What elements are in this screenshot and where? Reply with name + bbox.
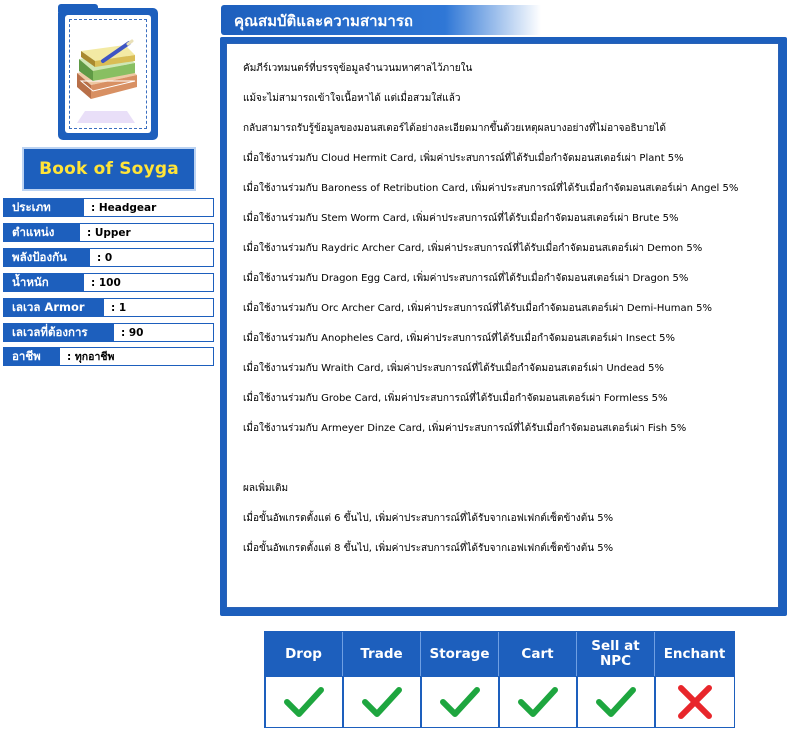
property-value: : 1 [111, 301, 127, 314]
table-header-enchant: Enchant [663, 645, 726, 662]
property-label: ประเภท [4, 199, 84, 216]
table-cell-cart [500, 677, 576, 727]
description-panel [220, 37, 787, 616]
description-line: เมื่อใช้งานร่วมกับ Anopheles Card, เพิ่มค่าประสบการณ์ที่ได้รับเมื่อกำจัดมอนสเตอร์เผ่า Insect 5% [243, 333, 676, 344]
description-line: เมื่อใช้งานร่วมกับ Armeyer Dinze Card, เพิ่มค่าประสบการณ์ที่ได้รับเมื่อกำจัดมอนสเตอร์เผ่า Fish 5% [243, 423, 687, 434]
description-line: เมื่อใช้งานร่วมกับ Wraith Card, เพิ่มค่าประสบการณ์ที่ได้รับเมื่อกำจัดมอนสเตอร์เผ่า Undead 5% [243, 363, 665, 374]
property-value: : 90 [121, 326, 144, 339]
trade-permission-table [264, 631, 735, 728]
card-tab [58, 4, 98, 12]
property-label: ตำแหน่ง [4, 224, 80, 241]
property-label: อาชีพ [4, 348, 60, 365]
property-row-job [3, 347, 214, 366]
property-value: : ทุกอาชีพ [67, 351, 115, 363]
property-value: : 0 [97, 251, 113, 264]
table-cell-trade [344, 677, 420, 727]
description-line: เมื่อใช้งานร่วมกับ Raydric Archer Card, เพิ่มค่าประสบการณ์ที่ได้รับเมื่อกำจัดมอนสเตอร์เผ่า Demon 5% [243, 243, 703, 254]
description-line: เมื่อขั้นอัพเกรดตั้งแต่ 6 ขึ้นไป, เพิ่มค่าประสบการณ์ที่ได้รับจากเอฟเฟกต์เซ็ตข้างต้น 5% [243, 513, 614, 524]
property-row-weight [3, 273, 214, 292]
property-label: เลเวล Armor [4, 299, 104, 316]
checkmark-icon [516, 684, 560, 720]
cross-icon [675, 682, 715, 722]
property-row-required-level [3, 323, 214, 342]
property-row-armor-level [3, 298, 214, 317]
description-line: เมื่อใช้งานร่วมกับ Orc Archer Card, เพิ่มค่าประสบการณ์ที่ได้รับเมื่อกำจัดมอนสเตอร์เผ่า Demi-Human 5% [243, 303, 713, 314]
table-cell-storage [422, 677, 498, 727]
description-line: แม้จะไม่สามารถเข้าใจเนื้อหาได้ แต่เมื่อสวมใส่แล้ว [243, 93, 461, 104]
property-value: : Headgear [91, 201, 157, 214]
description-line: เมื่อใช้งานร่วมกับ Grobe Card, เพิ่มค่าประสบการณ์ที่ได้รับเมื่อกำจัดมอนสเตอร์เผ่า Formless 5% [243, 393, 668, 404]
checkmark-icon [282, 684, 326, 720]
table-cell-sell-at-npc [578, 677, 654, 727]
description-body [226, 43, 779, 608]
property-value: : Upper [87, 226, 131, 239]
table-header-storage: Storage [421, 632, 499, 676]
description-line: คัมภีร์เวทมนตร์ที่บรรจุข้อมูลจำนวนมหาศาลไว้ภายใน [243, 63, 473, 74]
table-header-trade: Trade [343, 632, 421, 676]
table-header-drop: Drop [265, 632, 343, 676]
item-name: Book of Soyga [39, 159, 179, 179]
description-line: กลับสามารถรับรู้ข้อมูลของมอนสเตอร์ได้อย่างละเอียดมากขึ้นด้วยเหตุผลบางอย่างที่ไม่อาจอธิบายได้ [243, 123, 666, 134]
checkmark-icon [594, 684, 638, 720]
description-line: เมื่อใช้งานร่วมกับ Baroness of Retribution Card, เพิ่มค่าประสบการณ์ที่ได้รับเมื่อกำจัดมอนสเตอร์เผ่า Angel 5% [243, 183, 739, 194]
description-line: ผลเพิ่มเติม [243, 483, 289, 494]
property-row-defense [3, 248, 214, 267]
checkmark-icon [438, 684, 482, 720]
stacked-books-icon [65, 15, 151, 133]
item-image-frame [65, 15, 151, 133]
item-image-card [58, 8, 158, 140]
property-label: เลเวลที่ต้องการ [4, 324, 114, 341]
table-cell-enchant [656, 677, 734, 727]
item-name-plate [22, 147, 196, 191]
section-title: คุณสมบัติและความสามารถ [234, 12, 413, 30]
table-cell-drop [266, 677, 342, 727]
table-header-sell-at-npc: Sell at NPC [577, 632, 655, 676]
section-header [221, 5, 541, 35]
table-header-cart: Cart [499, 632, 577, 676]
description-line: เมื่อขั้นอัพเกรดตั้งแต่ 8 ขึ้นไป, เพิ่มค่าประสบการณ์ที่ได้รับจากเอฟเฟกต์เซ็ตข้างต้น 5% [243, 543, 614, 554]
checkmark-icon [360, 684, 404, 720]
property-row-type [3, 198, 214, 217]
property-row-slot [3, 223, 214, 242]
description-line: เมื่อใช้งานร่วมกับ Dragon Egg Card, เพิ่มค่าประสบการณ์ที่ได้รับเมื่อกำจัดมอนสเตอร์เผ่า Dragon 5% [243, 273, 689, 284]
property-value: : 100 [91, 276, 121, 289]
property-label: น้ำหนัก [4, 274, 84, 291]
description-line: เมื่อใช้งานร่วมกับ Cloud Hermit Card, เพิ่มค่าประสบการณ์ที่ได้รับเมื่อกำจัดมอนสเตอร์เผ่า Plant 5% [243, 153, 684, 164]
property-label: พลังป้องกัน [4, 249, 90, 266]
description-line: เมื่อใช้งานร่วมกับ Stem Worm Card, เพิ่มค่าประสบการณ์ที่ได้รับเมื่อกำจัดมอนสเตอร์เผ่า Brute 5% [243, 213, 679, 224]
